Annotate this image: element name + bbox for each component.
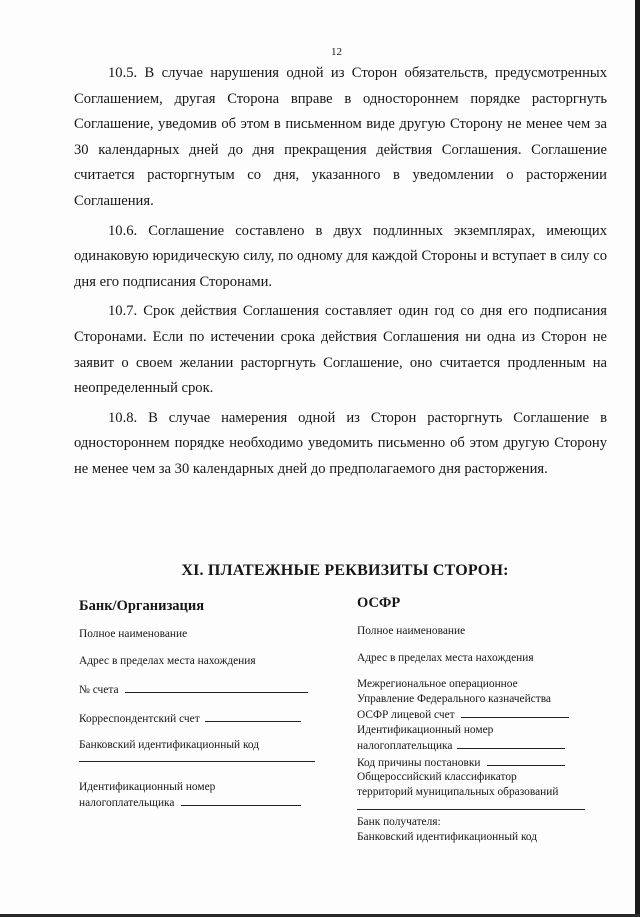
osfr-heading: ОСФР xyxy=(357,595,401,611)
osfr-bik-label: Банковский идентификационный код xyxy=(357,830,538,843)
section-title-payment-details: XI. ПЛАТЕЖНЫЕ РЕКВИЗИТЫ СТОРОН: xyxy=(181,562,509,579)
paragraph-10-5: 10.5. В случае нарушения одной из Сторон обязательств, предусмотренных Соглашением, другая Сторона вправе в одностороннем порядке расторгнуть Соглашение, уведомив об этом в письменном виде другую Сторону не менее чем за 30 календарных дней до дня прекращения действия Соглашения. Соглашение считается расторгнутым со дня, указанного в уведомлении о расторжении Соглашения. xyxy=(74,65,607,209)
osfr-recipient-bank-label: Банк получателя: xyxy=(357,816,441,828)
osfr-oktmo-label-1: Общероссийский классификатор xyxy=(357,771,517,783)
paragraph-10-7: 10.7. Срок действия Соглашения составляет один год со дня его подписания Сторонами. Если по истечении срока действия Соглашения ни одна из Сторон не заявит о своем желании расторгнуть Соглашение, оно считается продленным на неопределенный срок. xyxy=(74,303,607,397)
osfr-personal-account-field xyxy=(357,706,592,723)
osfr-full-name-label: Полное наименование xyxy=(357,625,466,637)
osfr-personal-account-label: ОСФР лицевой счет xyxy=(357,709,455,721)
osfr-oktmo-blank xyxy=(357,799,585,810)
bank-bik-blank xyxy=(79,753,315,762)
osfr-column xyxy=(357,594,592,844)
bank-account-label: № счета xyxy=(79,684,119,696)
bank-account-blank xyxy=(125,681,308,693)
paragraph-10-6: 10.6. Соглашение составлено в двух подлинных экземплярах, имеющих одинаковую юридическую силу, по одному для каждой Стороны и вступает в силу со дня его подписания Сторонами. xyxy=(74,222,607,290)
agreement-text xyxy=(74,61,607,487)
bank-inn-field xyxy=(79,794,319,811)
osfr-treasury-label-2: Управление Федерального казначейства xyxy=(357,692,551,705)
osfr-inn-blank xyxy=(457,737,565,749)
bank-organization-column xyxy=(79,597,319,811)
corr-account-label: Корреспондентский счет xyxy=(79,712,200,725)
osfr-inn-label-2: налогоплательщика xyxy=(357,740,453,752)
osfr-oktmo-label-2: территорий муниципальных образований xyxy=(357,785,559,798)
bank-bik-label: Банковский идентификационный код xyxy=(79,739,260,751)
osfr-kpp-blank xyxy=(487,754,565,766)
osfr-personal-account-blank xyxy=(461,706,569,718)
osfr-inn-label-1: Идентификационный номер xyxy=(357,723,494,736)
paragraph-10-8: 10.8. В случае намерения одной из Сторон расторгнуть Соглашение в одностороннем порядке необходимо уведомить письменно об этом другую Сторону не менее чем за 30 календарных дней до предполагаемого дня расторжения. xyxy=(74,409,607,477)
corr-account-field xyxy=(79,710,319,727)
page-number: 12 xyxy=(331,46,342,58)
scan-border-right xyxy=(635,0,640,917)
osfr-kpp-field xyxy=(357,754,592,771)
bank-inn-label-2: налогоплательщика xyxy=(79,797,175,809)
osfr-kpp-label: Код причины постановки xyxy=(357,756,481,769)
bank-account-field xyxy=(79,681,319,698)
bank-inn-blank xyxy=(181,794,301,806)
bank-full-name-label: Полное наименование xyxy=(79,628,188,640)
osfr-inn-field xyxy=(357,737,592,754)
corr-account-blank xyxy=(205,710,301,722)
bank-organization-heading: Банк/Организация xyxy=(79,598,205,614)
bank-address-label: Адрес в пределах места нахождения xyxy=(79,654,256,667)
osfr-treasury-label-1: Межрегиональное операционное xyxy=(357,678,518,690)
osfr-address-label: Адрес в пределах места нахождения xyxy=(357,651,534,664)
bank-inn-label-1: Идентификационный номер xyxy=(79,780,216,793)
